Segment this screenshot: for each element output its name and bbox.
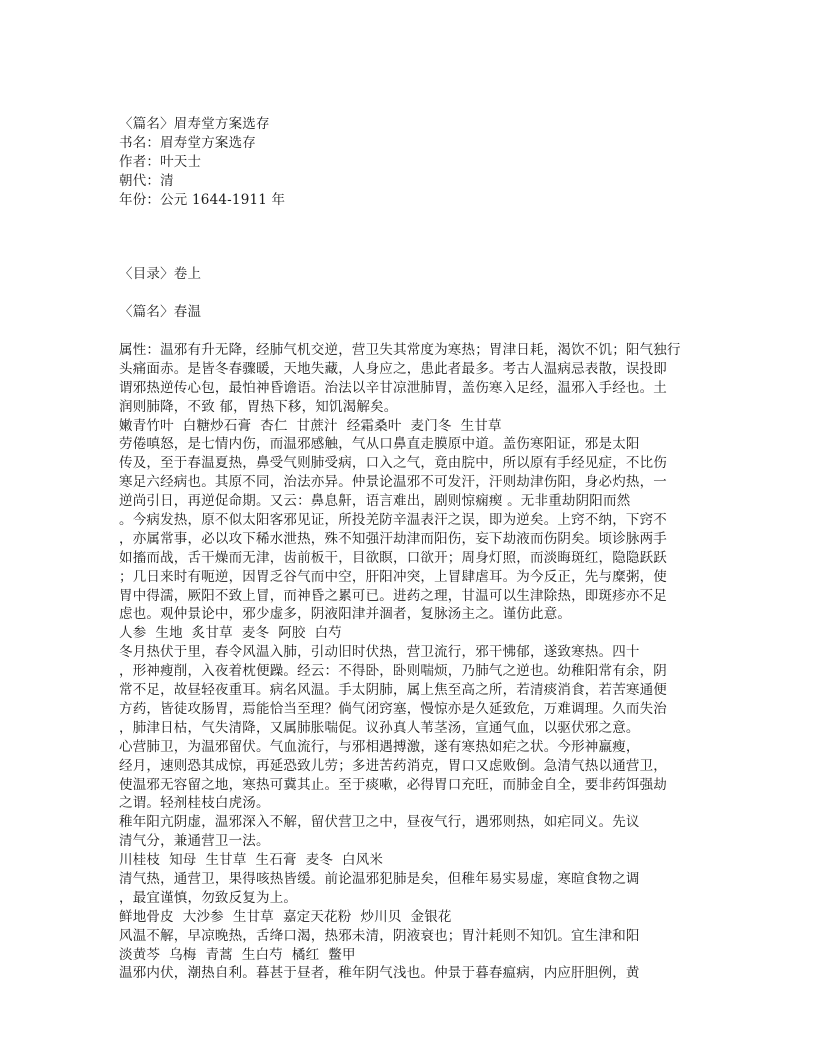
toc-heading: 〈目录〉卷上 [119,266,202,283]
document-page [119,115,679,983]
header-year: 年份：公元 1644-1911 年 [119,191,286,208]
spacer [119,322,679,341]
spacer [119,284,679,303]
body-line: 谓邪热逆传心包，最怕神昏谵语。治法以辛甘凉泄肺胃，盖伤寒入足经，温邪入手经也。土 [119,379,667,396]
document-body [119,341,679,983]
body-line: 劳倦嗔怒，是七情内伤，而温邪感触，气从口鼻直走膜原中道。盖伤寒阳证，邪是太阳 [119,436,640,453]
body-line: 清气热，通营卫，果得咳热皆缓。前论温邪犯肺是矣，但稚年易实易虚，寒暄食物之调 [119,870,640,887]
document-header [119,115,679,209]
header-author: 作者：叶天士 [119,153,202,170]
header-dynasty: 朝代：清 [119,172,174,189]
body-line: 经月，速则恐其成惊，再延恐致儿劳；多进苦药消克，胃口又虑败倒。急清气热以通营卫， [119,757,667,774]
body-line: 心营肺卫，为温邪留伏。气血流行，与邪相遇搏激，遂有寒热如疟之状。今形神羸瘦， [119,738,640,755]
spacer [119,209,679,265]
body-line: 虑也。观仲景论中，邪少虚多，阴液阳津并涸者，复脉汤主之。谨仿此意。 [119,606,572,623]
body-line: 传及，至于春温夏热，鼻受气则肺受病，口入之气，竟由脘中，所以原有手经见症，不比伤 [119,455,667,472]
body-line: ，最宜谨慎，勿致反复为上。 [119,889,298,906]
body-line: 如搐而战，舌干燥而无津，齿前板干，目欲瞑，口欲开；周身灯照，而淡晦斑红，隐隐跃跃 [119,549,667,566]
body-line: 清气分，兼通营卫一法。 [119,833,270,850]
body-line: 常不足，故昼轻夜重耳。病名风温。手太阴肺，属上焦至高之所，若清痰消食，若苦寒通便 [119,682,667,699]
body-line: 稚年阳亢阴虚，温邪深入不解，留伏营卫之中，昼夜气行，遇邪则热，如疟同义。先议 [119,814,640,831]
body-line: ，亦属常事，必以攻下稀水泄热，殊不知强汗劫津而阳伤，妄下劫液而伤阴矣。顷诊脉两手 [119,530,667,547]
header-book-name: 书名：眉寿堂方案选存 [119,134,256,151]
body-line: 方药，皆徒攻肠胃，焉能恰当至理？倘气闭窍塞，慢惊亦是久延致危，万难调理。久而失治 [119,700,667,717]
body-line: ，形神瘦削，入夜着枕便躁。经云：不得卧，卧则喘烦，乃肺气之逆也。幼稚阳常有余，阴 [119,663,667,680]
body-line: 胃中得濡，厥阳不致上冒，而神昏之累可已。进药之理，甘温可以生津除热，即斑疹亦不足 [119,587,667,604]
prescription-line: 鲜地骨皮 大沙参 生甘草 嘉定天花粉 炒川贝 金银花 [119,908,452,925]
body-line: 润则肺降，不致 郁，胃热下移，知饥渴解矣。 [119,398,398,415]
body-line: 风温不解，早凉晚热，舌绛口渴，热邪未清，阴液衰也；胃汁耗则不知饥。宜生津和阳 [119,927,640,944]
section-title: 〈篇名〉春温 [119,304,202,321]
body-line: 冬月热伏于里，春令风温入肺，引动旧时伏热，营卫流行，邪干怫郁，遂致寒热。四十 [119,644,640,661]
body-line: ；几日来时有呃逆，因胃乏谷气而中空，肝阳冲突，上冒肆虐耳。为今反正，先与糜粥，使 [119,568,667,585]
body-line: 之谓。轻剂桂枝白虎汤。 [119,795,270,812]
body-line: 。今病发热，原不似太阳客邪见证，所投羌防辛温表汗之误，即为逆矣。上窍不纳，下窍不 [119,512,667,529]
prescription-line: 嫩青竹叶 白糖炒石膏 杏仁 甘蔗汁 经霜桑叶 麦门冬 生甘草 [119,417,502,434]
body-line: 使温邪无容留之地，寒热可冀其止。至于痰嗽，必得胃口充旺，而肺金自全，要非药饵强劫 [119,776,667,793]
body-line: 属性：温邪有升无降，经肺气机交逆，营卫失其常度为寒热；胃津日耗，渴饮不饥；阳气独行 [119,342,681,359]
prescription-line: 淡黄芩 乌梅 青蒿 生白芍 橘红 鳖甲 [119,946,356,963]
body-line: 寒足六经病也。其原不同，治法亦异。仲景论温邪不可发汗，汗则劫津伤阳，身必灼热，一 [119,474,667,491]
prescription-line: 川桂枝 知母 生甘草 生石膏 麦冬 白风米 [119,852,384,869]
body-line: 逆尚引日，再逆促命期。又云：鼻息鼾，语言难出，剧则惊痫瘈 。无非重劫阴阳而然 [119,493,631,510]
header-article-name: 〈篇名〉眉寿堂方案选存 [119,116,270,132]
body-line: 温邪内伏，潮热自利。暮甚于昼者，稚年阴气浅也。仲景于暮春瘟病，内应肝胆例，黄 [119,965,640,982]
body-line: ，肺津日枯，气失清降，又属肺胀喘促。议孙真人苇茎汤，宣通气血，以驱伏邪之意。 [119,719,640,736]
body-line: 头痛面赤。是皆冬春骤暖，天地失藏，人身应之，患此者最多。考古人温病忌表散，误投即 [119,360,667,377]
prescription-line: 人参 生地 炙甘草 麦冬 阿胶 白芍 [119,625,343,642]
